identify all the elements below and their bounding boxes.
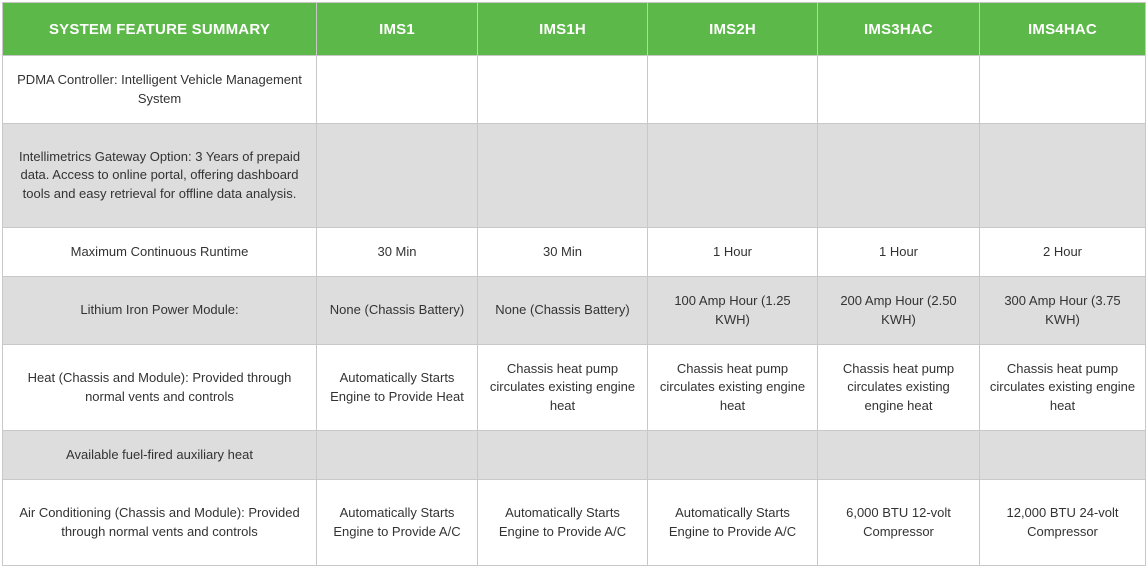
table-row (3, 345, 1146, 431)
header-ims3hac: IMS3HAC (818, 3, 980, 56)
table-cell: Automatically Starts Engine to Provide A/C (317, 480, 478, 566)
table-cell: 300 Amp Hour (3.75 KWH) (980, 277, 1146, 345)
table-cell: None (Chassis Battery) (478, 277, 648, 345)
table-cell: Automatically Starts Engine to Provide Heat (317, 345, 478, 431)
table-cell: 2 Hour (980, 228, 1146, 277)
row-label-auxiliary-heat: Available fuel-fired auxiliary heat (3, 431, 317, 480)
table-row (3, 277, 1146, 345)
header-feature-summary: SYSTEM FEATURE SUMMARY (3, 3, 317, 56)
table-cell (317, 124, 478, 228)
table-cell (980, 431, 1146, 480)
table-cell (818, 431, 980, 480)
row-label-air-conditioning: Air Conditioning (Chassis and Module): Provided through normal vents and controls (3, 480, 317, 566)
table-cell: Automatically Starts Engine to Provide A/C (478, 480, 648, 566)
table-cell: Automatically Starts Engine to Provide A/C (648, 480, 818, 566)
table-cell: 100 Amp Hour (1.25 KWH) (648, 277, 818, 345)
table-cell (317, 431, 478, 480)
row-label-pdma-controller: PDMA Controller: Intelligent Vehicle Management System (3, 56, 317, 124)
table-row (3, 480, 1146, 566)
table-cell (818, 124, 980, 228)
feature-summary-table (2, 2, 1146, 566)
table-cell: 12,000 BTU 24-volt Compressor (980, 480, 1146, 566)
table-cell: 30 Min (478, 228, 648, 277)
table-row (3, 124, 1146, 228)
table-cell: Chassis heat pump circulates existing engine heat (478, 345, 648, 431)
table-cell: 30 Min (317, 228, 478, 277)
table-cell (648, 56, 818, 124)
row-label-runtime: Maximum Continuous Runtime (3, 228, 317, 277)
table-cell (980, 124, 1146, 228)
table-cell (980, 56, 1146, 124)
table-cell (648, 431, 818, 480)
header-ims1h: IMS1H (478, 3, 648, 56)
table-cell (478, 56, 648, 124)
table-cell: 1 Hour (648, 228, 818, 277)
header-ims4hac: IMS4HAC (980, 3, 1146, 56)
table-cell: Chassis heat pump circulates existing engine heat (648, 345, 818, 431)
table-cell: Chassis heat pump circulates existing engine heat (818, 345, 980, 431)
table-cell (648, 124, 818, 228)
table-cell (478, 431, 648, 480)
table-cell: Chassis heat pump circulates existing engine heat (980, 345, 1146, 431)
table-cell: 1 Hour (818, 228, 980, 277)
table-cell: 6,000 BTU 12-volt Compressor (818, 480, 980, 566)
header-ims2h: IMS2H (648, 3, 818, 56)
row-label-power-module: Lithium Iron Power Module: (3, 277, 317, 345)
row-label-gateway-option: Intellimetrics Gateway Option: 3 Years of prepaid data. Access to online portal, offering dashboard tools and easy retrieval for offline data analysis. (3, 124, 317, 228)
table-cell (818, 56, 980, 124)
table-cell: 200 Amp Hour (2.50 KWH) (818, 277, 980, 345)
table-cell (478, 124, 648, 228)
table-row (3, 228, 1146, 277)
row-label-heat: Heat (Chassis and Module): Provided through normal vents and controls (3, 345, 317, 431)
header-row (3, 3, 1146, 56)
table-cell: None (Chassis Battery) (317, 277, 478, 345)
table-row (3, 56, 1146, 124)
table-row (3, 431, 1146, 480)
table-cell (317, 56, 478, 124)
header-ims1: IMS1 (317, 3, 478, 56)
